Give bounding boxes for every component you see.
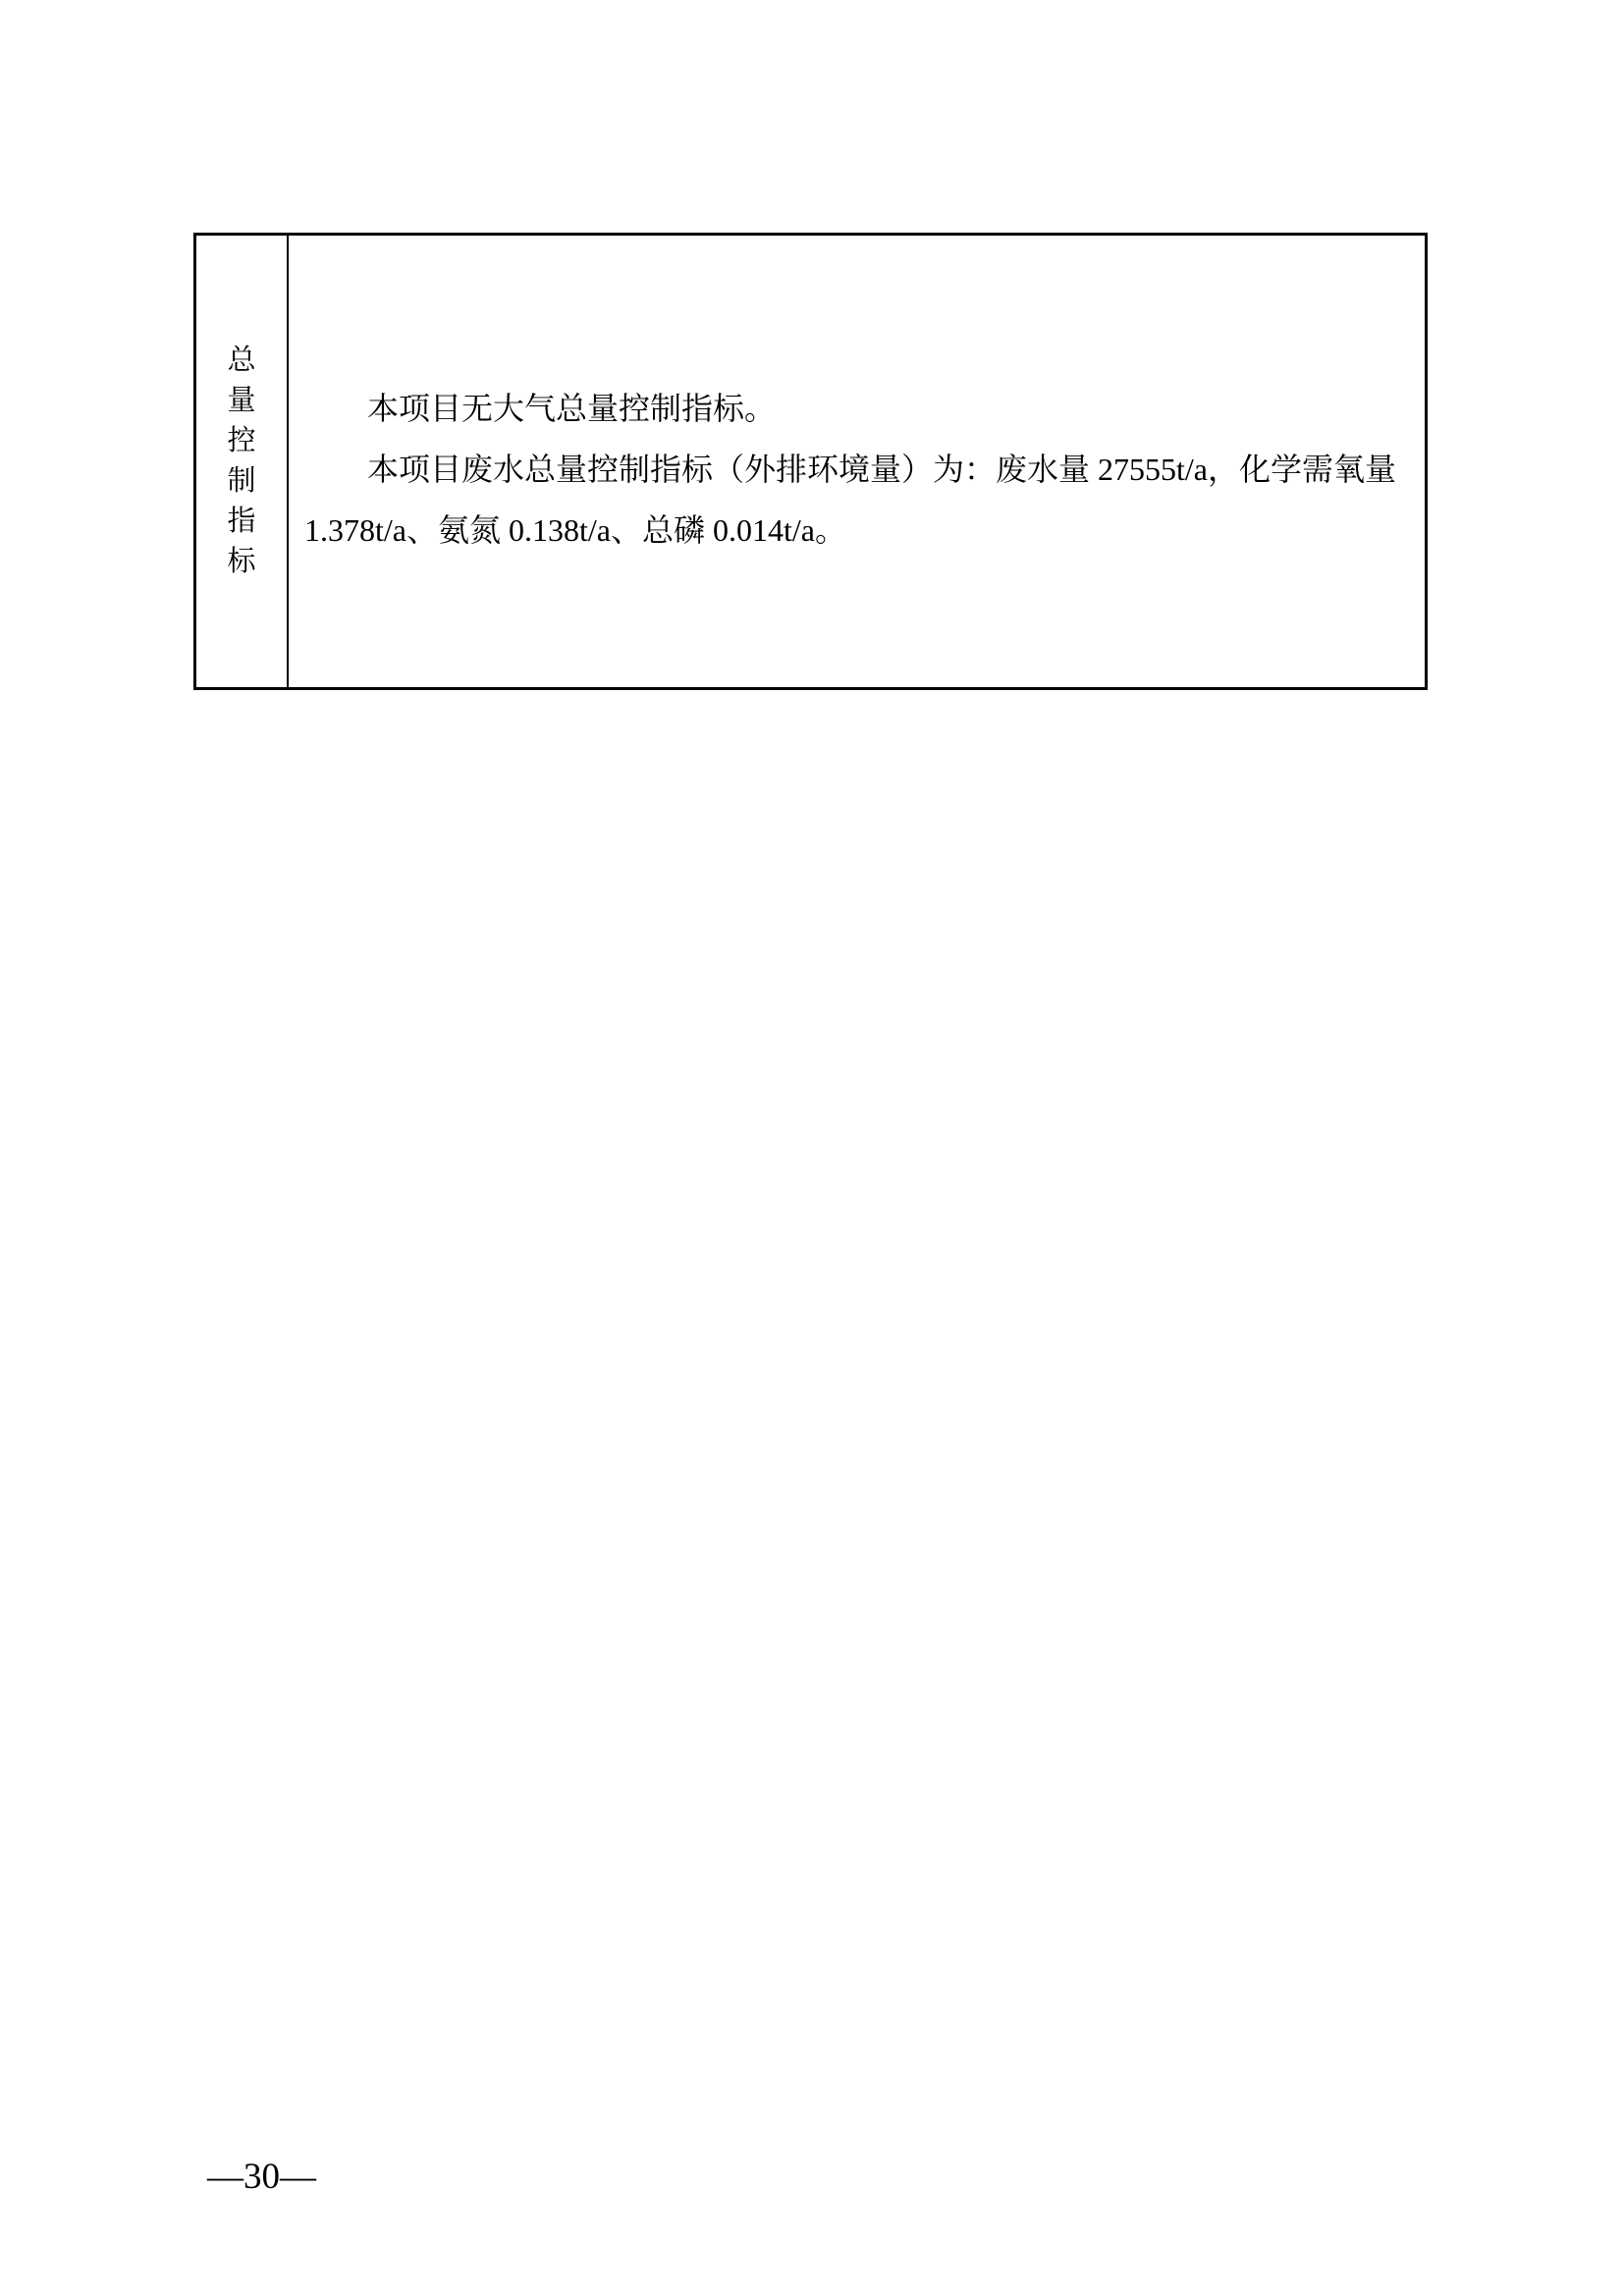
vertical-header-label: 总量控制指标: [227, 345, 256, 577]
table-header-cell: [196, 236, 289, 687]
paragraph-no-air-quota: 本项目无大气总量控制指标。: [367, 391, 777, 426]
paragraph-wastewater-quota: 本项目废水总量控制指标（外排环境量）为：废水量 27555t/a，化学需氧量 1.378t/a、氨氮 0.138t/a、总磷 0.014t/a。: [304, 452, 1396, 548]
total-quantity-control-table: [193, 233, 1428, 690]
table-body-cell: [289, 236, 1425, 687]
page-number: —30—: [207, 2157, 316, 2197]
